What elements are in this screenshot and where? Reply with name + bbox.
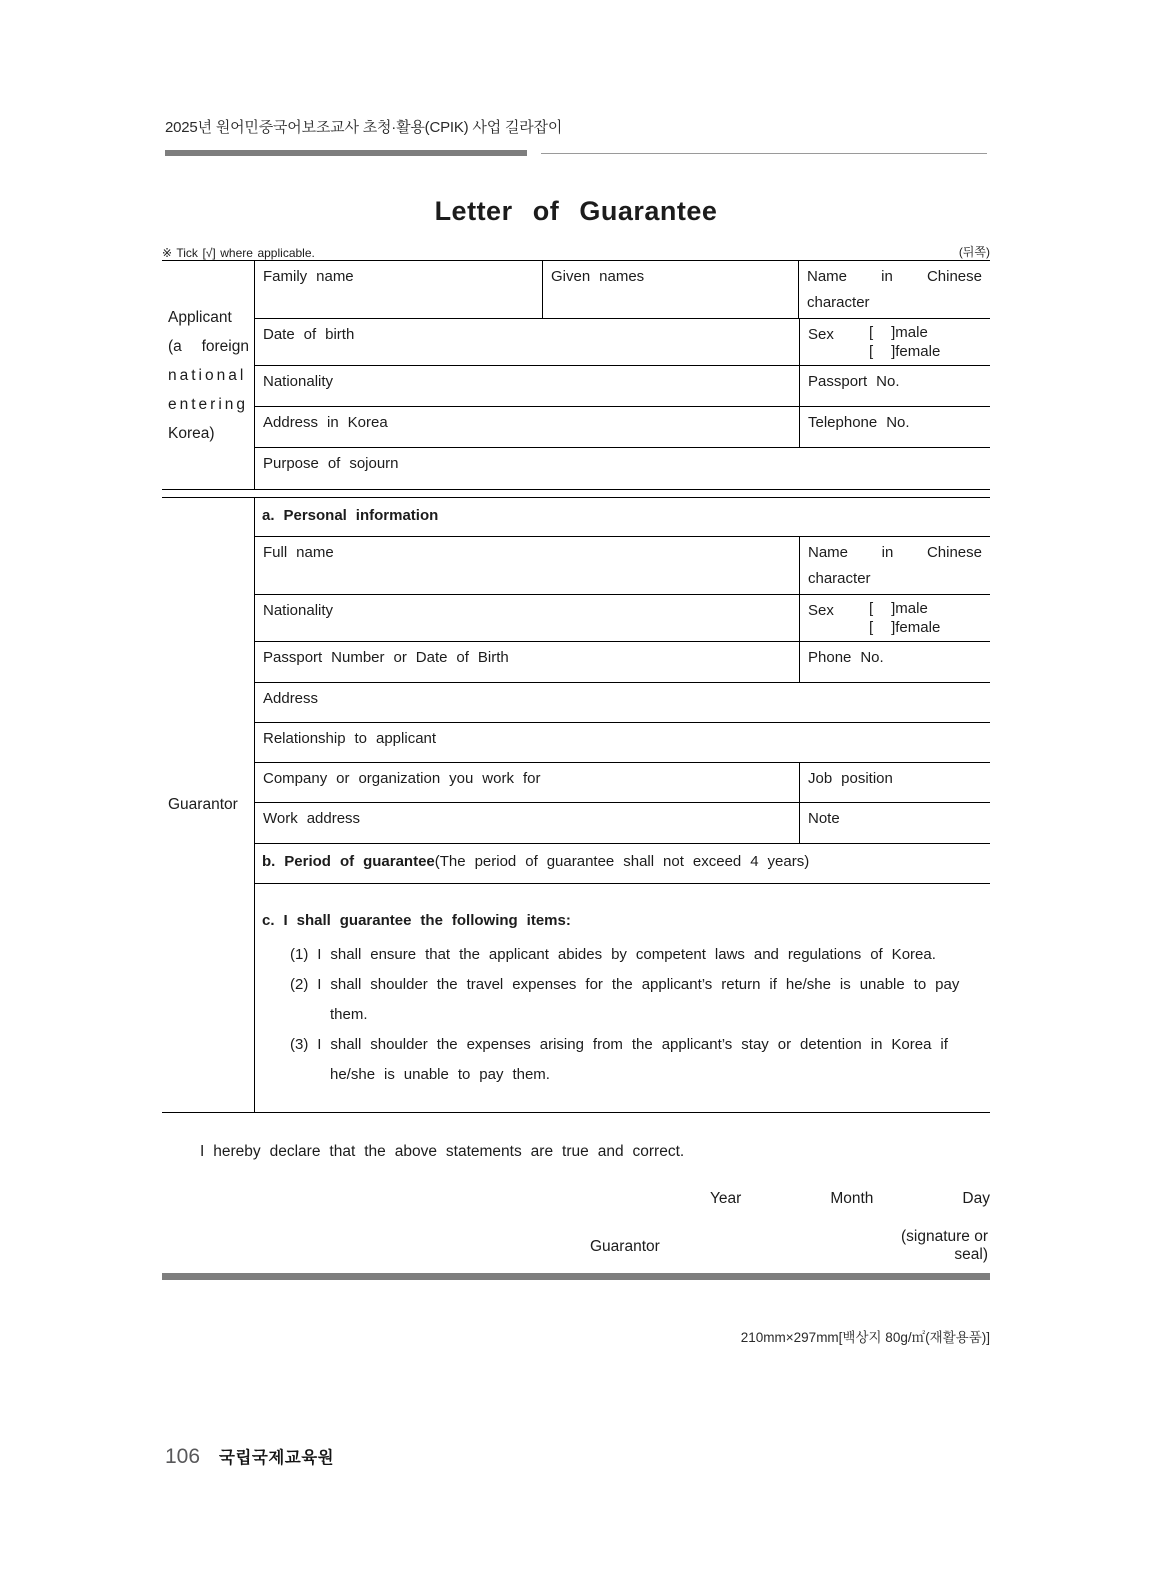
table-row (255, 683, 990, 723)
guarantor-label (162, 498, 254, 1112)
section-b-subtitle: (The period of guarantee shall not exceed 4 years) (434, 853, 810, 870)
job-position-field: Job position (799, 763, 990, 802)
name-in-chinese-word: Name (808, 544, 849, 561)
guarantee-item: (1) I shall ensure that the applicant abides by competent laws and regulations of Korea. (290, 946, 936, 963)
back-side-note: (뒤쪽) (958, 245, 990, 259)
name-in-chinese-word: Chinese (926, 544, 982, 561)
table-separator-gap (162, 490, 990, 497)
full-name-field: Full name (263, 544, 334, 561)
work-address-field: Work address (263, 810, 361, 827)
male-checkbox: [ ]male (869, 600, 928, 617)
table-row (255, 844, 990, 884)
paper-spec-note: 210mm×297mm[백상지 80g/㎡(재활용품)] (740, 1330, 990, 1345)
applicant-table (162, 260, 990, 490)
date-of-birth-field: Date of birth (263, 326, 355, 343)
table-row (255, 537, 990, 595)
relationship-field: Relationship to applicant (263, 730, 437, 747)
phone-no-field: Phone No. (799, 642, 990, 682)
running-head-thick-bar (165, 150, 527, 156)
passport-no-field: Passport No. (799, 366, 990, 406)
table-row (255, 319, 990, 366)
name-in-chinese-word: Name (807, 268, 848, 285)
sex-label: Sex (799, 595, 863, 641)
address-in-korea-field: Address in Korea (263, 414, 388, 431)
table-row (255, 448, 990, 489)
form-title: Letter of Guarantee (434, 196, 718, 226)
table-row (255, 642, 990, 683)
name-in-chinese-word: in (881, 268, 893, 285)
name-in-chinese-word: Chinese (926, 268, 982, 285)
section-b-title: b. Period of guarantee (262, 853, 435, 870)
organization-name: 국립국제교육원 (219, 1449, 335, 1467)
applicant-label (162, 261, 254, 489)
table-row (255, 723, 990, 763)
sex-label: Sex (799, 319, 863, 365)
letter-of-guarantee-form (162, 196, 990, 1113)
bottom-thick-bar (162, 1273, 990, 1280)
guarantor-table (162, 497, 990, 1113)
name-in-chinese-line2: character (808, 570, 871, 587)
sex-checkboxes (863, 595, 990, 641)
section-c-cell (255, 884, 990, 1112)
passport-or-dob-field: Passport Number or Date of Birth (263, 649, 509, 666)
table-row (255, 498, 990, 537)
name-in-chinese-line1 (808, 544, 982, 561)
nationality-field: Nationality (263, 602, 334, 619)
name-in-chinese-line2: character (807, 294, 870, 311)
applicant-label-line: Applicant (168, 308, 232, 326)
table-row (255, 803, 990, 844)
running-head-title: 2025년 원어민중국어보조교사 초청·활용(CPIK) 사업 길라잡이 (165, 119, 563, 136)
applicant-label-line: Korea) (168, 424, 215, 442)
given-names-field: Given names (542, 261, 798, 318)
address-field: Address (263, 690, 319, 707)
day-label: Day (962, 1190, 990, 1207)
section-a-header: a. Personal information (262, 507, 439, 524)
section-b-header (255, 844, 990, 883)
name-in-chinese-line1 (807, 268, 982, 285)
nationality-field: Nationality (263, 373, 334, 390)
date-labels-row (710, 1190, 990, 1208)
page-number: 106 (165, 1445, 201, 1468)
guarantee-item: (2) I shall shoulder the travel expenses for the applicant’s return if he/she is unable to pay them. (290, 976, 960, 1023)
guarantor-label-text: Guarantor (168, 796, 238, 813)
applicant-label-line: entering (168, 395, 249, 413)
running-head-rule (165, 150, 987, 156)
tick-note-row (162, 243, 990, 260)
telephone-no-field: Telephone No. (799, 407, 990, 447)
month-label: Month (830, 1190, 874, 1207)
signature-guarantor-label: Guarantor (590, 1238, 660, 1255)
guarantee-item: (3) I shall shoulder the expenses arising from the applicant’s stay or detention in Korea if he/she is unable to pay them. (290, 1036, 948, 1083)
table-row (255, 595, 990, 642)
name-in-chinese-field (799, 537, 990, 594)
section-c-title: c. I shall guarantee the following items: (262, 912, 571, 929)
signature-row (162, 1228, 990, 1272)
family-name-field: Family name (263, 268, 354, 285)
running-head-thin-line (541, 153, 987, 154)
table-row (255, 763, 990, 803)
male-checkbox: [ ]male (869, 324, 928, 341)
table-row (255, 261, 990, 319)
applicant-label-line: (a foreign (168, 337, 249, 355)
name-in-chinese-word: in (881, 544, 894, 561)
table-row (255, 366, 990, 407)
year-label: Year (710, 1190, 742, 1207)
applicant-label-line: national (168, 366, 247, 384)
table-row (255, 407, 990, 448)
declaration-text: I hereby declare that the above statements are true and correct. (200, 1143, 685, 1160)
table-row (255, 884, 990, 1112)
applicant-fields (254, 261, 990, 489)
sex-checkboxes (863, 319, 990, 365)
guarantee-items (262, 940, 984, 1090)
note-field: Note (799, 803, 990, 843)
female-checkbox: [ ]female (869, 343, 941, 360)
purpose-of-sojourn-field: Purpose of sojourn (263, 455, 399, 472)
name-in-chinese-field (798, 261, 990, 318)
page-footer (165, 1444, 334, 1469)
company-field: Company or organization you work for (263, 770, 541, 787)
signature-seal-note: (signature or seal) (900, 1228, 988, 1263)
running-head (165, 116, 987, 156)
female-checkbox: [ ]female (869, 619, 941, 636)
guarantor-fields (254, 498, 990, 1112)
tick-note: ※ Tick [√] where applicable. (162, 246, 315, 260)
